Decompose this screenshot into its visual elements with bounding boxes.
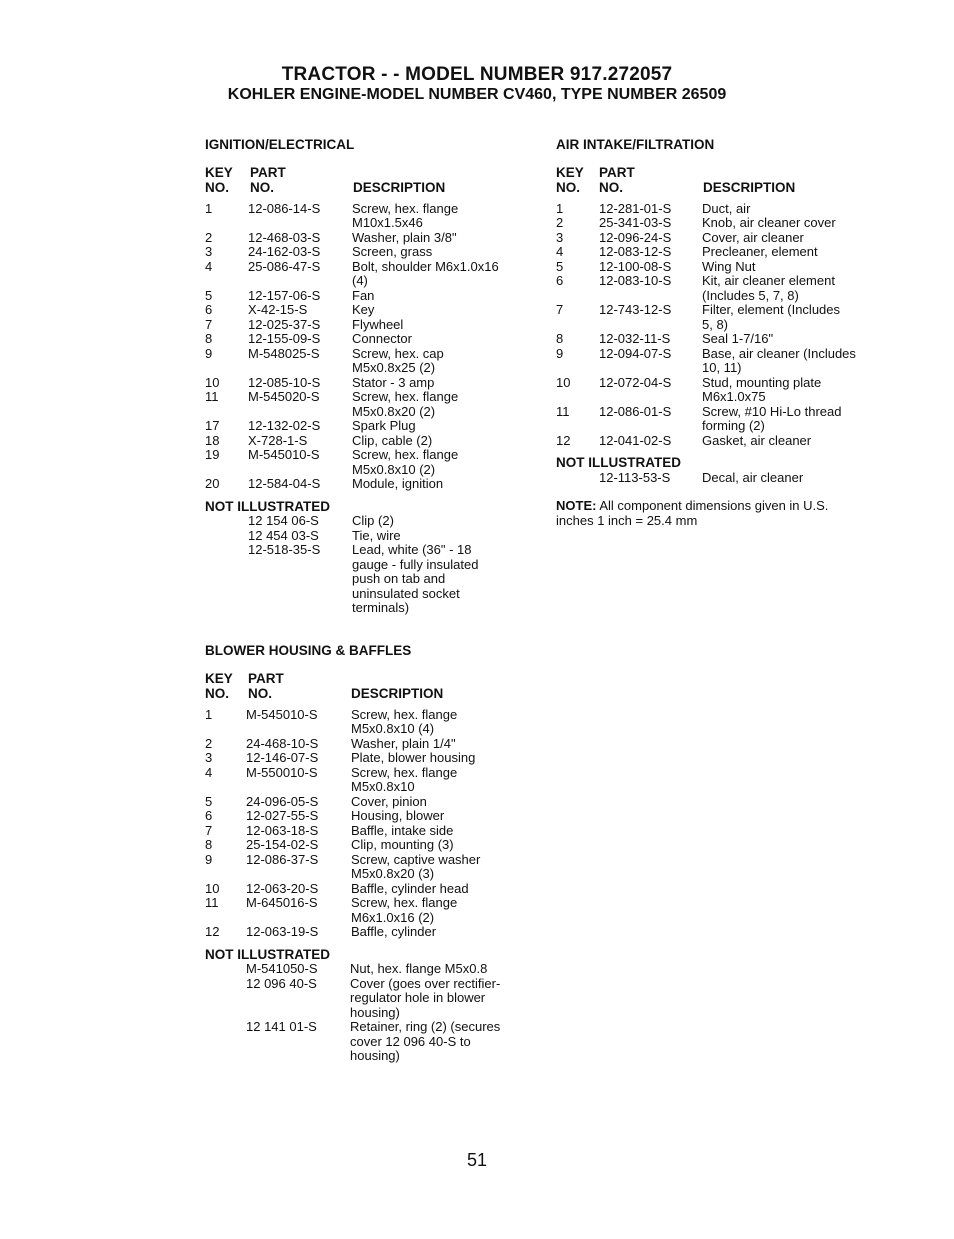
section-title: IGNITION/ELECTRICAL bbox=[205, 137, 355, 152]
part-row bbox=[556, 471, 896, 486]
part-description: Screw, hex. flange M6x1.0x16 (2) bbox=[351, 895, 458, 925]
key-number: 3 bbox=[556, 229, 564, 245]
part-description: Duct, air bbox=[702, 200, 751, 216]
part-number: 12 096 40-S bbox=[246, 975, 317, 991]
part-number: 24-096-05-S bbox=[246, 793, 319, 809]
not-illustrated-title: NOT ILLUSTRATED bbox=[205, 946, 330, 962]
part-row bbox=[556, 231, 896, 246]
part-description: Nut, hex. flange M5x0.8 bbox=[350, 961, 488, 976]
part-row bbox=[556, 202, 896, 217]
part-row bbox=[205, 390, 535, 419]
part-description: Screw, #10 Hi-Lo thread forming (2) bbox=[702, 403, 842, 433]
part-description: Washer, plain 3/8" bbox=[352, 229, 457, 245]
part-number: 12-086-14-S bbox=[248, 200, 321, 216]
page-title: TRACTOR - - MODEL NUMBER 917.272057 bbox=[281, 64, 673, 85]
part-row bbox=[205, 543, 535, 616]
part-number: 12 154 06-S bbox=[248, 513, 319, 528]
part-number: 12-743-12-S bbox=[599, 302, 672, 317]
part-number: 12 141 01-S bbox=[246, 1019, 317, 1034]
part-number: 24-468-10-S bbox=[246, 735, 319, 751]
part-description: Clip, cable (2) bbox=[352, 432, 433, 448]
part-row bbox=[205, 766, 535, 795]
part-row bbox=[556, 260, 896, 275]
part-description: Filter, element (Includes 5, 8) bbox=[702, 302, 841, 332]
part-number: 12-063-19-S bbox=[246, 924, 319, 939]
part-number: 12-468-03-S bbox=[248, 229, 321, 245]
part-row bbox=[205, 824, 535, 839]
part-row bbox=[205, 514, 535, 529]
part-row bbox=[205, 896, 535, 925]
part-no-header: NO. bbox=[250, 179, 275, 195]
key-number: 11 bbox=[556, 403, 570, 419]
part-number: 12 454 03-S bbox=[248, 527, 319, 543]
part-row bbox=[205, 882, 535, 897]
part-number: M-645016-S bbox=[246, 895, 318, 910]
part-description: Knob, air cleaner cover bbox=[702, 215, 836, 230]
key-number: 2 bbox=[205, 229, 213, 245]
column-header bbox=[205, 672, 535, 708]
part-row bbox=[556, 274, 896, 303]
part-row bbox=[205, 332, 535, 347]
key-number: 2 bbox=[205, 735, 213, 751]
part-description: Gasket, air cleaner bbox=[702, 432, 812, 448]
parts-list bbox=[205, 708, 535, 940]
part-description: Kit, air cleaner element (Includes 5, 7, 8) bbox=[702, 273, 835, 303]
part-description: Cover, pinion bbox=[351, 793, 427, 809]
part-description: Plate, blower housing bbox=[351, 750, 476, 765]
part-description: Screw, hex. cap M5x0.8x25 (2) bbox=[352, 345, 444, 375]
key-number: 7 bbox=[205, 822, 213, 838]
part-description: Base, air cleaner (Includes 10, 11) bbox=[702, 345, 856, 375]
section-title: BLOWER HOUSING & BAFFLES bbox=[205, 643, 412, 658]
key-number: 6 bbox=[556, 273, 564, 288]
key-number: 3 bbox=[205, 244, 213, 259]
description-header: DESCRIPTION bbox=[351, 685, 444, 701]
part-description: Screen, grass bbox=[352, 244, 433, 259]
description-header: DESCRIPTION bbox=[703, 179, 796, 195]
part-description: Washer, plain 1/4" bbox=[351, 735, 456, 751]
part-description: Key bbox=[352, 302, 375, 317]
part-row bbox=[556, 332, 896, 347]
part-row bbox=[205, 838, 535, 853]
part-row bbox=[205, 245, 535, 260]
part-description: Clip (2) bbox=[352, 513, 394, 528]
part-number: X-42-15-S bbox=[248, 302, 308, 317]
part-row bbox=[205, 419, 535, 434]
part-number: M-550010-S bbox=[246, 764, 318, 780]
part-row bbox=[205, 737, 535, 752]
part-number: 12-025-37-S bbox=[248, 316, 321, 332]
part-row bbox=[205, 795, 535, 810]
part-number: 12-032-11-S bbox=[599, 331, 671, 346]
part-row bbox=[205, 347, 535, 376]
part-description: Screw, hex. flange M5x0.8x10 (2) bbox=[352, 447, 459, 477]
key-no-header: NO. bbox=[205, 179, 230, 195]
part-row bbox=[556, 216, 896, 231]
part-number: M-545020-S bbox=[248, 389, 320, 404]
key-no-header: NO. bbox=[205, 685, 230, 701]
part-number: 12-086-01-S bbox=[599, 403, 672, 419]
part-header: PART bbox=[599, 164, 635, 180]
key-header: KEY bbox=[556, 164, 584, 180]
part-row bbox=[205, 925, 535, 940]
key-number: 17 bbox=[205, 418, 220, 433]
column-header bbox=[556, 166, 896, 202]
key-number: 9 bbox=[205, 345, 213, 361]
part-row bbox=[205, 289, 535, 304]
part-row bbox=[205, 303, 535, 318]
part-description: Baffle, cylinder head bbox=[351, 880, 469, 896]
part-row bbox=[556, 303, 896, 332]
part-description: Decal, air cleaner bbox=[702, 469, 804, 485]
part-row bbox=[205, 434, 535, 449]
part-number: 12-157-06-S bbox=[248, 287, 321, 303]
note-text: All component dimensions given in U.S. inches 1 inch = 25.4 mm bbox=[556, 498, 829, 528]
note-label: NOTE: bbox=[556, 498, 597, 513]
part-description: Bolt, shoulder M6x1.0x16 (4) bbox=[352, 258, 499, 288]
part-row bbox=[205, 809, 535, 824]
column-header bbox=[205, 166, 535, 202]
part-description: Screw, hex. flange M5x0.8x10 bbox=[351, 764, 458, 794]
part-number: M-548025-S bbox=[248, 345, 320, 361]
part-header: PART bbox=[248, 670, 284, 686]
part-row bbox=[205, 962, 535, 977]
key-number: 4 bbox=[205, 764, 213, 780]
key-number: 10 bbox=[556, 374, 571, 390]
key-number: 5 bbox=[205, 793, 213, 809]
part-description: Spark Plug bbox=[352, 418, 416, 433]
parts-list bbox=[556, 202, 896, 449]
key-number: 1 bbox=[205, 200, 213, 216]
part-number: 12-281-01-S bbox=[599, 200, 672, 216]
part-description: Clip, mounting (3) bbox=[351, 837, 454, 852]
part-description: Screw, hex. flange M10x1.5x46 bbox=[352, 200, 459, 230]
part-description: Module, ignition bbox=[352, 476, 444, 491]
key-no-header: NO. bbox=[556, 179, 581, 195]
part-description: Seal 1-7/16" bbox=[702, 331, 774, 346]
part-number: X-728-1-S bbox=[248, 432, 308, 448]
part-description: Stator - 3 amp bbox=[352, 374, 435, 390]
key-number: 7 bbox=[205, 316, 213, 332]
section-title: AIR INTAKE/FILTRATION bbox=[556, 137, 715, 152]
part-row bbox=[205, 448, 535, 477]
part-description: Stud, mounting plate M6x1.0x75 bbox=[702, 374, 822, 404]
part-number: M-541050-S bbox=[246, 961, 318, 976]
key-number: 8 bbox=[205, 331, 213, 346]
not-illustrated-title: NOT ILLUSTRATED bbox=[556, 455, 681, 470]
parts-list bbox=[205, 202, 535, 492]
part-description: Wing Nut bbox=[702, 258, 756, 274]
key-header: KEY bbox=[205, 670, 233, 686]
part-row bbox=[556, 376, 896, 405]
part-description: Lead, white (36" - 18 gauge - fully insulated push on tab and uninsulated socket terminals) bbox=[352, 542, 479, 615]
part-number: 25-341-03-S bbox=[599, 215, 672, 230]
part-description: Fan bbox=[352, 287, 375, 303]
page-subtitle: KOHLER ENGINE-MODEL NUMBER CV460, TYPE NUMBER 26509 bbox=[227, 86, 727, 103]
part-description: Cover (goes over rectifier- regulator hole in blower housing) bbox=[350, 975, 501, 1020]
key-number: 10 bbox=[205, 880, 220, 896]
part-description: Precleaner, element bbox=[702, 244, 818, 259]
part-number: M-545010-S bbox=[246, 706, 318, 722]
note bbox=[556, 499, 896, 528]
part-row bbox=[556, 347, 896, 376]
key-number: 9 bbox=[205, 851, 213, 867]
part-row bbox=[556, 405, 896, 434]
part-number: 12-083-12-S bbox=[599, 244, 672, 259]
part-row bbox=[205, 853, 535, 882]
part-row bbox=[205, 1020, 535, 1064]
key-number: 11 bbox=[205, 895, 219, 910]
blower-housing-section bbox=[205, 644, 535, 1064]
not-illustrated-title: NOT ILLUSTRATED bbox=[205, 498, 330, 514]
part-row bbox=[205, 376, 535, 391]
part-header: PART bbox=[250, 164, 286, 180]
key-number: 4 bbox=[205, 258, 213, 274]
part-description: Screw, hex. flange M5x0.8x20 (2) bbox=[352, 389, 459, 419]
key-number: 5 bbox=[205, 287, 213, 303]
key-number: 12 bbox=[556, 432, 571, 448]
part-number: 12-072-04-S bbox=[599, 374, 672, 390]
part-number: 24-162-03-S bbox=[248, 244, 321, 259]
part-number: 12-146-07-S bbox=[246, 750, 319, 765]
key-number: 9 bbox=[556, 345, 564, 361]
part-number: 12-083-10-S bbox=[599, 273, 672, 288]
part-number: 12-027-55-S bbox=[246, 808, 319, 823]
part-number: 12-132-02-S bbox=[248, 418, 321, 433]
part-row bbox=[205, 529, 535, 544]
part-number: 12-086-37-S bbox=[246, 851, 319, 867]
key-number: 2 bbox=[556, 215, 564, 230]
key-number: 4 bbox=[556, 244, 564, 259]
part-row bbox=[205, 318, 535, 333]
part-description: Screw, captive washer M5x0.8x20 (3) bbox=[351, 851, 481, 881]
page-number: 51 bbox=[466, 1150, 488, 1170]
part-number: 12-518-35-S bbox=[248, 542, 321, 557]
air-intake-section bbox=[556, 138, 896, 528]
part-row bbox=[205, 708, 535, 737]
part-description: Baffle, intake side bbox=[351, 822, 454, 838]
key-number: 20 bbox=[205, 476, 220, 491]
part-row bbox=[205, 477, 535, 492]
part-number: 12-155-09-S bbox=[248, 331, 321, 346]
part-description: Connector bbox=[352, 331, 412, 346]
part-no-header: NO. bbox=[248, 685, 273, 701]
part-row bbox=[205, 231, 535, 246]
ignition-electrical-section bbox=[205, 138, 535, 616]
part-description: Flywheel bbox=[352, 316, 404, 332]
part-row bbox=[205, 202, 535, 231]
part-number: 12-100-08-S bbox=[599, 258, 672, 274]
part-row bbox=[205, 751, 535, 766]
key-number: 11 bbox=[205, 389, 219, 404]
part-number: 12-094-07-S bbox=[599, 345, 672, 361]
part-row bbox=[556, 434, 896, 449]
key-number: 6 bbox=[205, 302, 213, 317]
part-number: 12-096-24-S bbox=[599, 229, 672, 245]
key-number: 19 bbox=[205, 447, 220, 462]
part-description: Baffle, cylinder bbox=[351, 924, 437, 939]
key-number: 8 bbox=[556, 331, 564, 346]
part-description: Screw, hex. flange M5x0.8x10 (4) bbox=[351, 706, 458, 736]
part-number: 12-063-20-S bbox=[246, 880, 319, 896]
key-number: 5 bbox=[556, 258, 564, 274]
part-number: 25-086-47-S bbox=[248, 258, 321, 274]
key-header: KEY bbox=[205, 164, 233, 180]
part-row bbox=[205, 260, 535, 289]
part-number: 12-041-02-S bbox=[599, 432, 672, 448]
part-number: M-545010-S bbox=[248, 447, 320, 462]
key-number: 1 bbox=[556, 200, 564, 216]
key-number: 18 bbox=[205, 432, 220, 448]
part-description: Cover, air cleaner bbox=[702, 229, 804, 245]
not-illustrated-list bbox=[556, 471, 896, 486]
key-number: 10 bbox=[205, 374, 220, 390]
part-description: Retainer, ring (2) (secures cover 12 096 40-S to housing) bbox=[350, 1019, 501, 1063]
part-no-header: NO. bbox=[599, 179, 624, 195]
key-number: 7 bbox=[556, 302, 564, 317]
part-row bbox=[556, 245, 896, 260]
description-header: DESCRIPTION bbox=[353, 179, 446, 195]
part-row bbox=[205, 977, 535, 1021]
part-description: Housing, blower bbox=[351, 808, 445, 823]
key-number: 6 bbox=[205, 808, 213, 823]
not-illustrated-list bbox=[205, 962, 535, 1064]
part-description: Tie, wire bbox=[352, 527, 401, 543]
part-number: 12-063-18-S bbox=[246, 822, 319, 838]
not-illustrated-list bbox=[205, 514, 535, 616]
key-number: 1 bbox=[205, 706, 213, 722]
part-number: 25-154-02-S bbox=[246, 837, 319, 852]
part-number: 12-085-10-S bbox=[248, 374, 321, 390]
key-number: 3 bbox=[205, 750, 213, 765]
part-number: 12-584-04-S bbox=[248, 476, 321, 491]
key-number: 8 bbox=[205, 837, 213, 852]
part-number: 12-113-53-S bbox=[599, 469, 671, 485]
key-number: 12 bbox=[205, 924, 220, 939]
